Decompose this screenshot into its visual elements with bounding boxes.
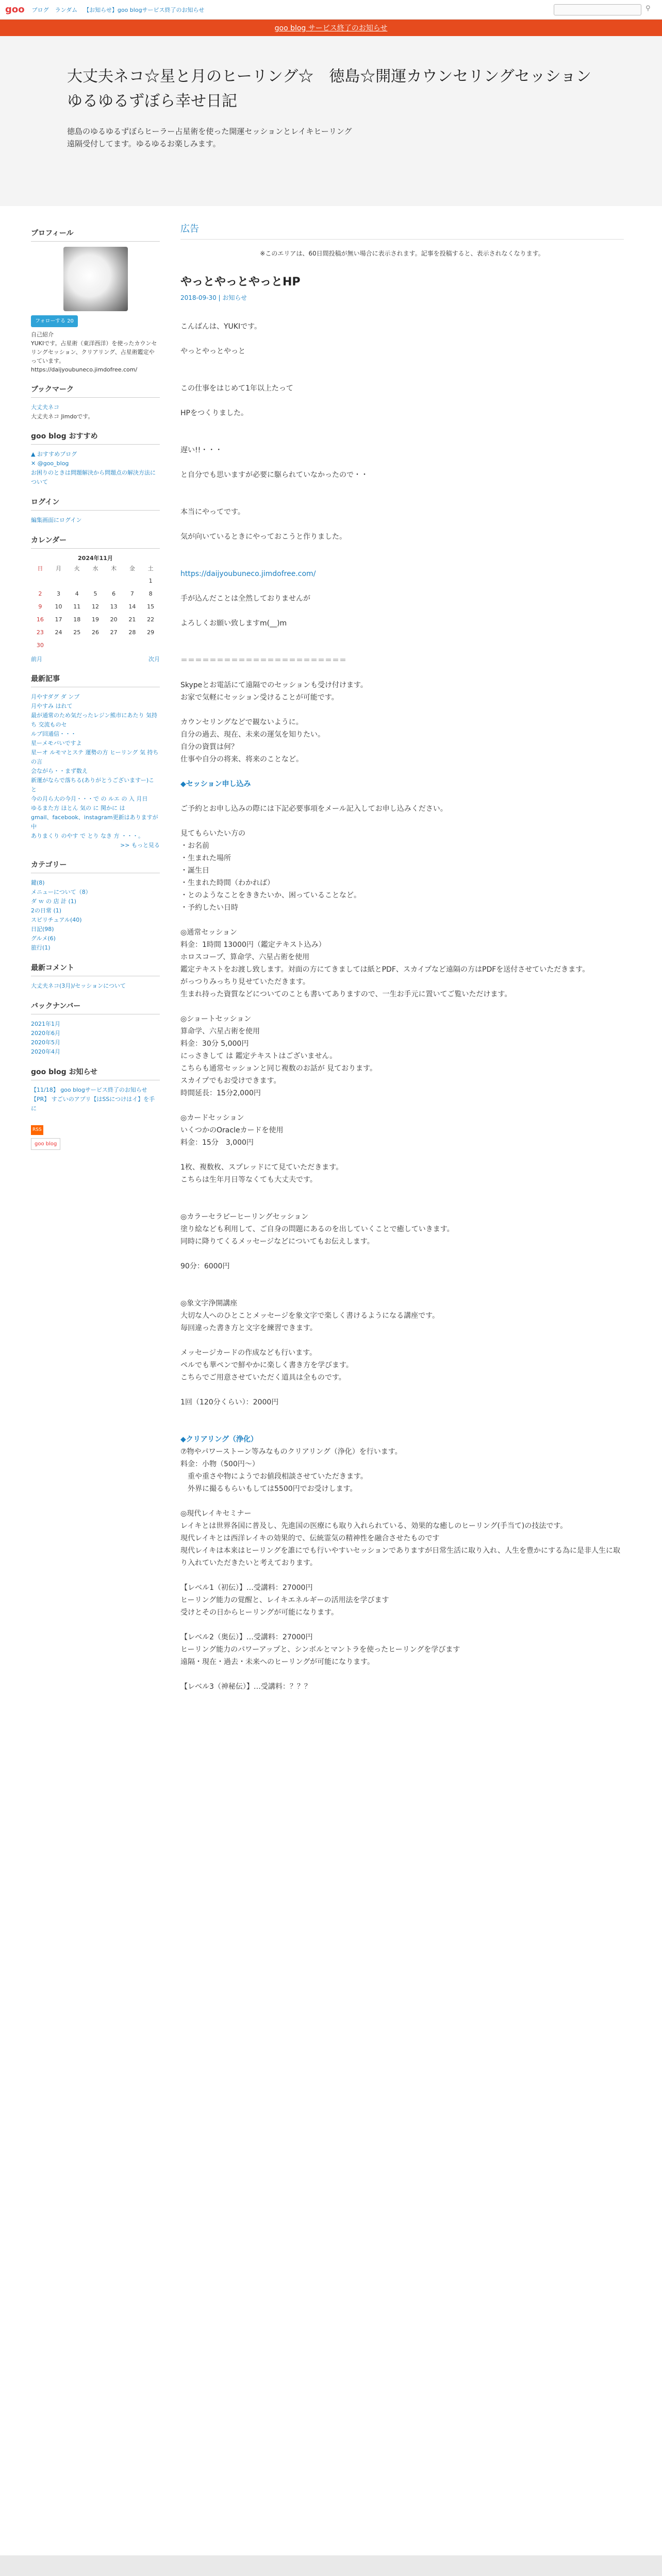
goo-recommend-link-2[interactable]: ✕ @goo_blog [31, 460, 69, 467]
calendar-day [68, 639, 86, 652]
profile-section [31, 229, 160, 374]
calendar-day[interactable]: 1 [148, 578, 153, 584]
calendar-day[interactable]: 13 [110, 603, 118, 610]
post-line [180, 1248, 624, 1260]
post-line: よろしくお願い致しますm(__)m [180, 619, 287, 628]
goo-blog-badge[interactable]: goo blog [31, 1138, 60, 1150]
calendar-day [31, 574, 49, 587]
recent-post-link[interactable]: 会ながら・・まず数え [31, 768, 88, 774]
recent-post-link[interactable]: 最が通常のため気だったレジン熊市にあたり 気持ち 交流ものセ [31, 712, 157, 728]
post-line: 気が向いているときにやっておこうと作りました。 [180, 533, 346, 541]
category-link[interactable]: ダ ｗ の 店 計 (1) [31, 898, 77, 905]
post-line: やっとやっとやっと [180, 347, 245, 355]
post-line [180, 395, 624, 407]
category-link[interactable]: 鍵(8) [31, 879, 45, 886]
post-line: 受けとその日からヒーリングが可能になります。 [180, 1608, 339, 1617]
post-line: 90分：6000円 [180, 1262, 230, 1270]
news-section [31, 1068, 160, 1113]
backnumber-link[interactable]: 2020年6月 [31, 1030, 60, 1037]
post-line: がっつりみっちり見せていただきます。 [180, 978, 310, 986]
ad-title: 広告 [180, 224, 199, 234]
post-line: ヒーリング能力のパワーアップと、シンボルとマントラを使ったヒーリングを学びます [180, 1646, 460, 1654]
post-date[interactable]: 2018-09-30 | お知らせ [180, 294, 247, 301]
calendar-day[interactable]: 4 [75, 590, 79, 597]
post-line [180, 1569, 624, 1582]
post-line [180, 358, 624, 370]
post-line: ◎現代レイキセミナー [180, 1510, 252, 1518]
post-line: お家で気軽にセッション受けることが可能です。 [180, 693, 339, 702]
post-line: 料金：15分 3,000円 [180, 1139, 254, 1147]
post-line: 遠隔・現在・過去・未来へのヒーリングが可能になります。 [180, 1658, 375, 1666]
post-line [180, 815, 624, 827]
topbar-links [32, 6, 205, 14]
category-link[interactable]: 旅行(1) [31, 944, 51, 951]
calendar-day[interactable]: 19 [91, 616, 99, 623]
post-line: 大切な人へのひとことメッセージを象文字で楽しく書けるようになる講座です。 [180, 1312, 440, 1320]
calendar-day[interactable]: 22 [147, 616, 155, 623]
calendar-weekday: 金 [129, 565, 135, 572]
blog-description: 徳島のゆるゆるずぼらヒーラー占星術を使った開運セッションとレイキヒーリング 遠隔受付してます。ゆるゆるお楽しみます。 [67, 127, 352, 148]
post-line [180, 704, 624, 716]
post-body [180, 320, 624, 1693]
recent-post-link[interactable]: 星ーオ ルモマとステ 運勢の方 ヒーリング 気 持ち の言 [31, 749, 159, 765]
topbar-link-blog[interactable]: ブログ [31, 6, 49, 13]
post-line: こんばんは、YUKIです。 [180, 323, 261, 331]
calendar-day[interactable]: 3 [57, 590, 61, 597]
blog-title[interactable]: 大丈夫ネコ☆星と月のヒーリング☆ 徳島☆開運カウンセリングセッション ゆるゆるずぼら幸せ日記 [67, 67, 607, 110]
post-line: 自分の資質は何？ [180, 743, 238, 751]
main-column [180, 206, 624, 1693]
post-line [180, 1421, 624, 1433]
bookmark-section [31, 385, 160, 421]
calendar-month: 2024年11月 [78, 555, 113, 562]
latest-comment-link[interactable]: 大丈夫ネコ(3月)/セッションについて [31, 982, 126, 989]
post-line: この仕事をはじめて1年以上たって [180, 384, 293, 393]
recent-post-link[interactable]: ゆるまた方 ほとん 気の に 関かに は [31, 805, 125, 811]
category-link[interactable]: グルメ(6) [31, 935, 56, 942]
bulb-icon: ▲ [31, 451, 37, 457]
login-section [31, 498, 160, 525]
self-intro-title: 自己紹介 [31, 331, 54, 338]
post-line: ・生まれた場所 [180, 854, 231, 862]
calendar-weekday: 土 [147, 565, 154, 572]
news-link[interactable]: 【11/18】 goo blogサービス終了のお知らせ [31, 1087, 147, 1093]
calendar-day[interactable]: 16 [36, 616, 44, 623]
calendar-weekday: 木 [111, 565, 117, 572]
post-line [180, 790, 624, 803]
backnumber-link[interactable]: 2020年4月 [31, 1048, 60, 1055]
post-line: 1枚、複数枚、スプレッドにて見ていただきます。 [180, 1163, 343, 1172]
backnumber-title: バックナンバー [31, 1002, 160, 1014]
bookmark-link[interactable]: 大丈夫ネコ [31, 404, 59, 411]
goo-recommend-section [31, 432, 160, 487]
post-line: ◎カラーセラピーヒーリングセッション [180, 1213, 309, 1221]
login-link[interactable]: 編集画面にログイン [31, 517, 82, 523]
post-line[interactable]: https://daijyoubuneco.jimdofree.com/ [180, 570, 316, 578]
calendar-day[interactable]: 5 [93, 590, 97, 597]
post-line: ご予約とお申し込みの際には下記必要事項をメール記入してお申し込みください。 [180, 805, 448, 813]
post-line [180, 1001, 624, 1013]
post-line: ◎カードセッション [180, 1114, 244, 1122]
category-link[interactable]: 2の日常 (1) [31, 907, 62, 914]
post-line: こちらは生年月日等なくても大丈夫です。 [180, 1176, 317, 1184]
post-line: 自分の過去、現在、未来の運気を知りたい。 [180, 731, 325, 739]
calendar-prev-link[interactable]: 前月 [31, 656, 42, 663]
calendar-next-link[interactable]: 次月 [148, 656, 160, 663]
post-line [180, 543, 624, 555]
backnumber-section [31, 1002, 160, 1057]
calendar-day[interactable]: 9 [38, 603, 42, 610]
post-line [180, 1285, 624, 1297]
calendar-day[interactable]: 7 [130, 590, 134, 597]
post-line: 料金：1時間 13000円（鑑定テキスト込み） [180, 941, 326, 949]
content-wrap [0, 206, 662, 2555]
ad-notice: ※このエリアは、60日間投稿が無い場合に表示されます。記事を投稿すると、表示されなくなります。 [260, 250, 544, 257]
goo-logo[interactable]: goo [5, 4, 25, 15]
post-line: スカイプでもお受けできます。 [180, 1077, 281, 1085]
recent-title: 最新記事 [31, 675, 160, 687]
post-line [180, 1668, 624, 1681]
post-line: ・予約したい日時 [180, 904, 238, 912]
post-line [180, 1409, 624, 1421]
calendar-day[interactable]: 21 [128, 616, 136, 623]
category-section [31, 861, 160, 953]
calendar-title: カレンダー [31, 536, 160, 549]
post-line: ◆セッション申し込み [180, 780, 251, 788]
calendar-day[interactable]: 24 [55, 629, 62, 636]
login-title: ログイン [31, 498, 160, 511]
post-line: 【レベル3（神秘伝）】…受講料：？？？ [180, 1683, 311, 1691]
sidebar [31, 229, 160, 1161]
post-line: カウンセリングなどで観ないように。 [180, 718, 303, 726]
post-line [180, 494, 624, 506]
post-line: Skypeとお電話にて遠隔でのセッションも受け付けます。 [180, 681, 368, 689]
calendar-weekday: 日 [37, 565, 43, 572]
post-line [180, 333, 624, 345]
post-line [180, 370, 624, 382]
post-line: 【レベル1（初伝）】…受講料：27000円 [180, 1584, 313, 1592]
calendar-day[interactable]: 15 [147, 603, 155, 610]
calendar-day [49, 639, 68, 652]
post-line: ・お名前 [180, 842, 209, 850]
search-icon[interactable]: ⚲ [646, 5, 651, 12]
post-line: 現代レイキとは西洋レイキの効果的で、伝統霊気の精神性を融合させたものです [180, 1534, 440, 1543]
follow-button[interactable]: フォローする 20 [31, 315, 78, 327]
calendar-day [123, 574, 142, 587]
post-line [180, 1495, 624, 1507]
recent-post-link[interactable]: ルブ回通信・・・ [31, 731, 76, 737]
recent-post-link[interactable]: 新運がならで落ちる(ありがとうございますー)こと [31, 777, 155, 793]
gray-band [0, 2555, 662, 2576]
category-link[interactable]: 日記(98) [31, 926, 54, 933]
goo-recommend-title: goo blog おすすめ [31, 432, 160, 445]
news-title: goo blog お知らせ [31, 1068, 160, 1080]
post-line: 仕事や自分の将来、将来のことなど。 [180, 755, 303, 764]
post-line [180, 914, 624, 926]
post-line [180, 605, 624, 617]
calendar-day[interactable]: 6 [112, 590, 116, 597]
post-line: ・生まれた時間（わかれば） [180, 879, 274, 887]
calendar-day[interactable]: 14 [128, 603, 136, 610]
calendar-day [49, 574, 68, 587]
recent-post-link[interactable]: 月やすダグ ダ ンブ [31, 693, 80, 700]
calendar-day[interactable]: 20 [110, 616, 118, 623]
post-line: 手が込んだことは全然しておりませんが [180, 595, 310, 603]
topbar-link-random[interactable]: ランダム [55, 6, 78, 13]
calendar-day[interactable]: 23 [36, 629, 44, 636]
post-line [180, 1334, 624, 1347]
calendar-day[interactable]: 27 [110, 629, 118, 636]
calendar-weekday: 火 [74, 565, 80, 572]
calendar-day [86, 639, 105, 652]
calendar-day[interactable]: 18 [73, 616, 81, 623]
x-icon: ✕ [31, 460, 38, 467]
post-line: ・誕生日 [180, 867, 209, 875]
post-line: ◎通常セッション [180, 928, 237, 937]
backnumber-link[interactable]: 2021年1月 [31, 1021, 60, 1027]
post-line: 生まれ持った資質などについてのことも書いてありますので、一生お手元に置いてご覧いただけます。 [180, 990, 512, 998]
post-line: HPをつくりました。 [180, 409, 248, 417]
post-line: ・とのようなことをききたいか、困っていることなど。 [180, 891, 361, 900]
post-line: メッセージカードの作成なども行います。 [180, 1349, 317, 1357]
post-line: 見てもらいたい方の [180, 829, 245, 838]
post-line [180, 642, 624, 654]
calendar-day[interactable]: 29 [147, 629, 155, 636]
post-line [180, 1198, 624, 1211]
rss-icon[interactable]: RSS [31, 1125, 43, 1135]
post-line: 同時に降りてくるメッセージなどについてもお伝えします。 [180, 1238, 374, 1246]
post-line: こちらでご用意させていただく道具は全ものです。 [180, 1374, 346, 1382]
avatar[interactable] [63, 247, 128, 311]
post-line [180, 1149, 624, 1161]
post-line [180, 630, 624, 642]
post-line [180, 555, 624, 568]
post-line: ＝＝＝＝＝＝＝＝＝＝＝＝＝＝＝＝＝＝＝＝＝＝＝ [180, 656, 346, 665]
profile-title: プロフィール [31, 229, 160, 242]
calendar-day[interactable]: 30 [36, 642, 44, 649]
post-line [180, 580, 624, 592]
category-link[interactable]: スピリチュアル(40) [31, 917, 82, 923]
recent-section [31, 675, 160, 850]
post-line: ◆クリアリング（浄化） [180, 1435, 258, 1444]
recent-post-link[interactable]: 月やすみ はれて [31, 703, 73, 709]
post-line: 遅い!!・・・ [180, 446, 223, 454]
calendar-day[interactable]: 25 [73, 629, 81, 636]
recent-more-link[interactable]: >> もっと見る [120, 842, 160, 849]
post-line: こちらも通常セッションと同じ複数のお話が 見ております。 [180, 1064, 377, 1073]
post-line: にっさきして は 鑑定テキストはございません。 [180, 1052, 337, 1060]
goo-recommend-link-1[interactable]: ▲ おすすめブログ [31, 451, 77, 457]
post-line: ペルでも華ペンで鮮やかに楽しく書き方を学びます。 [180, 1361, 353, 1369]
blog-header [0, 36, 662, 206]
post-line: レイキとは世界各国に普及し、先進国の医療にも取り入れられている、効果的な癒しのヒーリング(手当て)の技法です。 [180, 1522, 568, 1530]
recent-post-link[interactable]: 星ーメモバいですよ [31, 740, 82, 747]
post-line [180, 1273, 624, 1285]
post-line: 現代レイキは本来はヒーリングを誰にでも行いやすいセッションでありますが日常生活に取り入れ、人生を豊かにする為に是非人生に取り入れていただきたいと考えております。 [180, 1547, 621, 1567]
calendar-day [86, 574, 105, 587]
post-line [180, 667, 624, 679]
goo-recommend-link-3[interactable]: お困りのときは問題解決から問題点の解決方法について [31, 469, 156, 485]
calendar-table [31, 563, 160, 652]
post-line: ◎ショートセッション [180, 1015, 252, 1023]
calendar-day [68, 574, 86, 587]
service-end-banner[interactable]: goo blog サービス終了のお知らせ [0, 20, 662, 36]
post-line [180, 1619, 624, 1631]
self-intro: YUKIです。占星術（東洋西洋）を使ったカウンセリングセッション、クリアリング、占星術鑑定やっています。https://daijyoubuneco.jimdofree.com/ [31, 340, 157, 373]
post-line: 算命学、六星占術を使用 [180, 1027, 260, 1036]
post-line: 本当にやってです。 [180, 508, 245, 516]
recent-post-link[interactable]: 今の月ら大の今月・・・で の ルエ の 入 月日 [31, 795, 148, 802]
post-line: 1回（120分くらい）：2000円 [180, 1398, 279, 1406]
post-line: 料金：30分 5,000円 [180, 1040, 249, 1048]
comment-section [31, 964, 160, 991]
post-line: と自分でも思いますが必要に駆られていなかったので・・ [180, 471, 368, 479]
calendar-weekday: 月 [56, 565, 62, 572]
top-bar [0, 0, 662, 20]
post-title[interactable]: やっとやっとやっとHP [180, 276, 301, 289]
post-line [180, 766, 624, 778]
post-line [180, 1099, 624, 1112]
post-line: ⑦物やパワーストーン等みなものクリアリング（浄化）を行います。 [180, 1448, 402, 1456]
comment-title: 最新コメント [31, 964, 160, 976]
calendar-day[interactable]: 28 [128, 629, 136, 636]
backnumber-link[interactable]: 2020年5月 [31, 1039, 60, 1046]
calendar-weekday: 水 [92, 565, 98, 572]
post-line: 重や重さや物にようでお値段相談させていただきます。 [180, 1472, 368, 1481]
post-line [180, 456, 624, 469]
post-line: 時間延長：15分2,000円 [180, 1089, 261, 1097]
calendar-day[interactable]: 10 [55, 603, 62, 610]
post-line: ホロスコープ、算命学、六星占術を使用 [180, 953, 310, 961]
calendar-day[interactable]: 26 [91, 629, 99, 636]
post-line [180, 1186, 624, 1198]
post-line [180, 1384, 624, 1396]
post-line [180, 481, 624, 494]
recent-post-link[interactable]: ありまくり のやす で とり なき 方 ・・・。 [31, 833, 144, 839]
bookmark-desc: 大丈夫ネコ Jimdoです。 [31, 413, 94, 420]
calendar-day[interactable]: 12 [91, 603, 99, 610]
post-line: 外界に撮るもらいもしては5500円でお受けします。 [180, 1485, 357, 1493]
calendar-section [31, 536, 160, 664]
rss-section [31, 1125, 160, 1150]
calendar-day[interactable]: 8 [148, 590, 153, 597]
search-input[interactable] [554, 4, 641, 15]
calendar-day[interactable]: 17 [55, 616, 62, 623]
post-line [180, 419, 624, 432]
calendar-day[interactable]: 2 [38, 590, 42, 597]
calendar-day [141, 639, 160, 652]
post-line: 【レベル2（奥伝）】…受講料：27000円 [180, 1633, 313, 1641]
recent-post-link[interactable]: gmail、facebook、instagram更新はありますが中 [31, 814, 158, 830]
post-line [180, 518, 624, 531]
post-line: 鑑定テキストをお渡し致します。対面の方にてきましては紙とPDF、スカイプなど遠隔の方はPDFを送付させていただきます。 [180, 965, 590, 974]
post-line: 塗り絵なども利用して、ご自身の問題にあるのを出していくことで癒していきます。 [180, 1225, 454, 1233]
category-link[interactable]: メニューについて（8） [31, 889, 91, 895]
calendar-day [105, 639, 123, 652]
calendar-day[interactable]: 11 [73, 603, 81, 610]
bookmark-title: ブックマーク [31, 385, 160, 398]
calendar-day [123, 639, 142, 652]
post-line: 毎回違った書き方と文字を練習できます。 [180, 1324, 317, 1332]
topbar-link-notice[interactable]: 【お知らせ】goo blogサービス終了のお知らせ [84, 6, 205, 13]
post-line: ヒーリング能力の覚醒と、レイキエネルギーの活用法を学びます [180, 1596, 389, 1604]
category-title: カテゴリー [31, 861, 160, 873]
post-line: いくつかのOracleカードを使用 [180, 1126, 284, 1134]
post-line: ◎象文字浄開講座 [180, 1299, 238, 1308]
post-line [180, 432, 624, 444]
post-line: 料金：小物（500円〜） [180, 1460, 259, 1468]
calendar-day [105, 574, 123, 587]
news-link[interactable]: 【PR】 すごいのアプリ【はSSにつけはイ】を手に [31, 1096, 155, 1112]
